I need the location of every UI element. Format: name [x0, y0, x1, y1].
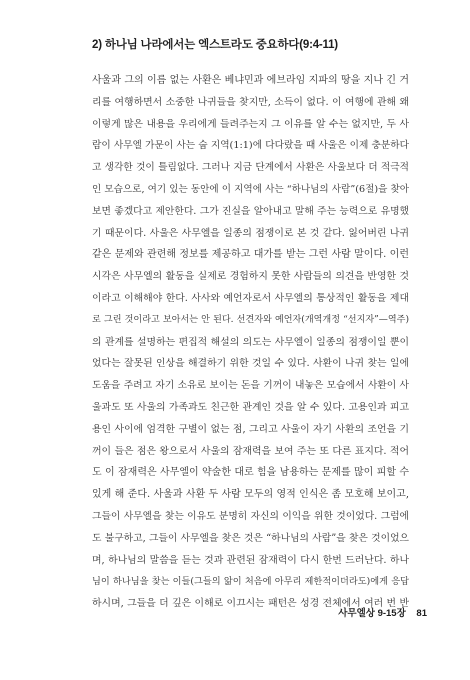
- text-line: 의 관계를 설명하는 편집적 해설의 의도는 사무엘이 일종의 점쟁이일 뿐이: [92, 336, 409, 348]
- running-footer-chapter: 사무엘상 9-15장: [338, 608, 406, 619]
- text-line: 며, 하나님의 말씀을 듣는 것과 관련된 잠재력이 다시 한번 드러난다. 하나: [92, 554, 409, 566]
- text-line: 있게 해 준다. 사울과 사환 두 사람 모두의 영적 인식은 좀 모호해 보이고,: [92, 489, 409, 501]
- text-line: 도움을 주려고 자기 소유로 보이는 돈을 기꺼이 내놓은 모습에서 사환이 사: [92, 380, 409, 392]
- body-text: [92, 70, 409, 615]
- text-line: 그들이 사무엘을 찾는 이유도 분명히 자신의 이익을 위한 것이었다. 그럼에: [92, 510, 409, 522]
- text-line: 울과도 또 사울의 가족과도 친근한 관계인 것을 알 수 있다. 고용인과 피고: [92, 401, 409, 413]
- page-number: 81: [416, 608, 427, 619]
- page-footer: [0, 605, 427, 619]
- text-line: 님이 하나님을 찾는 이들(그들의 앎이 처음에 아무리 제한적이더라도)에게 응답: [92, 576, 409, 588]
- text-line: 같은 문제와 관련해 정보를 제공하고 대가를 받는 그런 사람 말이다. 이런: [92, 249, 409, 261]
- text-line: 이라고 이해해야 한다. 사사와 예언자로서 사무엘의 통상적인 활동을 제대: [92, 292, 409, 304]
- text-line: 로 그린 것이라고 보아서는 안 된다. 선견자와 예언자(개역개정 “선지자”—역주): [92, 314, 409, 325]
- text-line: 이렇게 많은 내용을 우리에게 들려주는지 그 이유를 알 수는 없지만, 두 사: [92, 118, 409, 130]
- section-heading: 2) 하나님 나라에서는 엑스트라도 중요하다(9:4-11): [92, 39, 338, 51]
- text-line: 었다는 잘못된 인상을 해결하기 위한 것일 수 있다. 사환이 나귀 찾는 일에: [92, 358, 409, 370]
- text-line: 고 생각한 것이 틀림없다. 그러나 지금 단계에서 사환은 사울보다 더 적극적: [92, 162, 409, 174]
- text-line: 기 때문이다. 사울은 사무엘을 일종의 점쟁이로 본 것 같다. 잃어버린 나귀: [92, 227, 409, 239]
- text-line: 도 불구하고, 그들이 사무엘을 찾은 것은 “하나님의 사람”을 찾은 것이었으: [92, 532, 409, 544]
- text-line: 람이 사무엘 가문이 사는 숩 지역(1:1)에 다다랐을 때 사울은 이제 충분하다: [92, 140, 409, 152]
- text-line: 용인 사이에 엄격한 구별이 없는 점, 그리고 사울이 자기 사환의 조언을 기: [92, 423, 409, 435]
- text-line: 보면 좋겠다고 제안한다. 그가 진실을 알아내고 말해 주는 능력으로 유명했: [92, 205, 409, 217]
- text-line: 하시며, 그들을 더 깊은 이해로 이끄시는 패턴은 성경 전체에서 여러 번 반: [92, 598, 409, 610]
- text-line: 리를 여행하면서 소중한 나귀들을 찾지만, 소득이 없다. 이 여행에 관해 왜: [92, 96, 409, 108]
- text-line: 사울과 그의 이름 없는 사환은 베냐민과 에브라임 지파의 땅을 지나 긴 거: [92, 75, 409, 86]
- text-line: 도 이 잠재력은 사무엘이 약술한 대로 힘을 남용하는 문제를 많이 피할 수: [92, 467, 409, 479]
- text-line: 꺼이 들은 점은 왕으로서 사울의 잠재력을 보여 주는 또 다른 표지다. 적어: [92, 445, 409, 457]
- text-line: 인 모습으로, 여기 있는 동안에 이 지역에 사는 “하나님의 사람”(6절)을 찾아: [92, 183, 409, 195]
- text-line: 시각은 사무엘의 활동을 실제로 경험하지 못한 사람들의 의견을 반영한 것: [92, 271, 409, 283]
